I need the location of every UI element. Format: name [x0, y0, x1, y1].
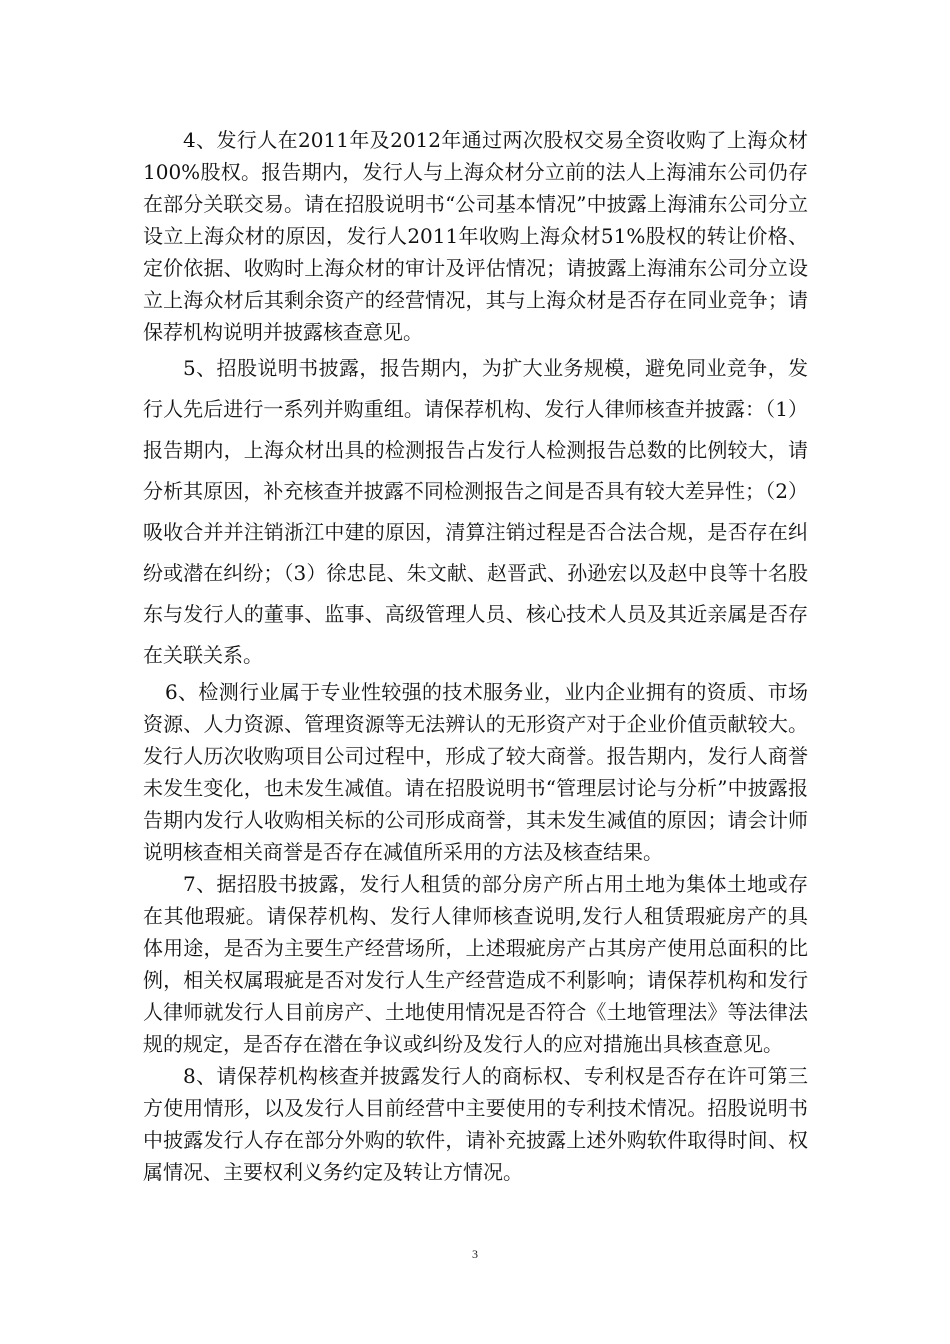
document-body — [143, 124, 808, 1188]
paragraph-8: 8、请保荐机构核查并披露发行人的商标权、专利权是否存在许可第三方使用情形，以及发行人目前经营中主要使用的专利技术情况。招股说明书中披露发行人存在部分外购的软件，请补充披露上述外购软件取得时间、权属情况、主要权利义务约定及转让方情况。 — [143, 1064, 808, 1184]
paragraph-5: 5、招股说明书披露，报告期内，为扩大业务规模，避免同业竞争，发行人先后进行一系列并购重组。请保荐机构、发行人律师核查并披露：（1）报告期内，上海众材出具的检测报告占发行人检测报告总数的比例较大，请分析其原因，补充核查并披露不同检测报告之间是否具有较大差异性；（2）吸收合并并注销浙江中建的原因，清算注销过程是否合法合规，是否存在纠纷或潜在纠纷；（3）徐忠昆、朱文献、赵晋武、孙逊宏以及赵中良等十名股东与发行人的董事、监事、高级管理人员、核心技术人员及其近亲属是否存在关联关系。 — [143, 356, 808, 667]
paragraph-6: 6、检测行业属于专业性较强的技术服务业，业内企业拥有的资质、市场资源、人力资源、管理资源等无法辨认的无形资产对于企业价值贡献较大。发行人历次收购项目公司过程中，形成了较大商誉。报告期内，发行人商誉未发生变化，也未发生减值。请在招股说明书“管理层讨论与分析”中披露报告期内发行人收购相关标的公司形成商誉，其未发生减值的原因；请会计师说明核查相关商誉是否存在减值所采用的方法及核查结果。 — [143, 680, 808, 864]
paragraph-7: 7、据招股书披露，发行人租赁的部分房产所占用土地为集体土地或存在其他瑕疵。请保荐机构、发行人律师核查说明,发行人租赁瑕疵房产的具体用途，是否为主要生产经营场所，上述瑕疵房产占其房产使用总面积的比例，相关权属瑕疵是否对发行人生产经营造成不利影响；请保荐机构和发行人律师就发行人目前房产、土地使用情况是否符合《土地管理法》等法律法规的规定，是否存在潜在争议或纠纷及发行人的应对措施出具核查意见。 — [143, 872, 808, 1056]
paragraph-4: 4、发行人在2011年及2012年通过两次股权交易全资收购了上海众材100%股权。报告期内，发行人与上海众材分立前的法人上海浦东公司仍存在部分关联交易。请在招股说明书“公司基本情况”中披露上海浦东公司分立设立上海众材的原因，发行人2011年收购上海众材51%股权的转让价格、定价依据、收购时上海众材的审计及评估情况；请披露上海浦东公司分立设立上海众材后其剩余资产的经营情况，其与上海众材是否存在同业竞争；请保荐机构说明并披露核查意见。 — [143, 128, 808, 344]
page-number: 3 — [472, 1247, 478, 1261]
